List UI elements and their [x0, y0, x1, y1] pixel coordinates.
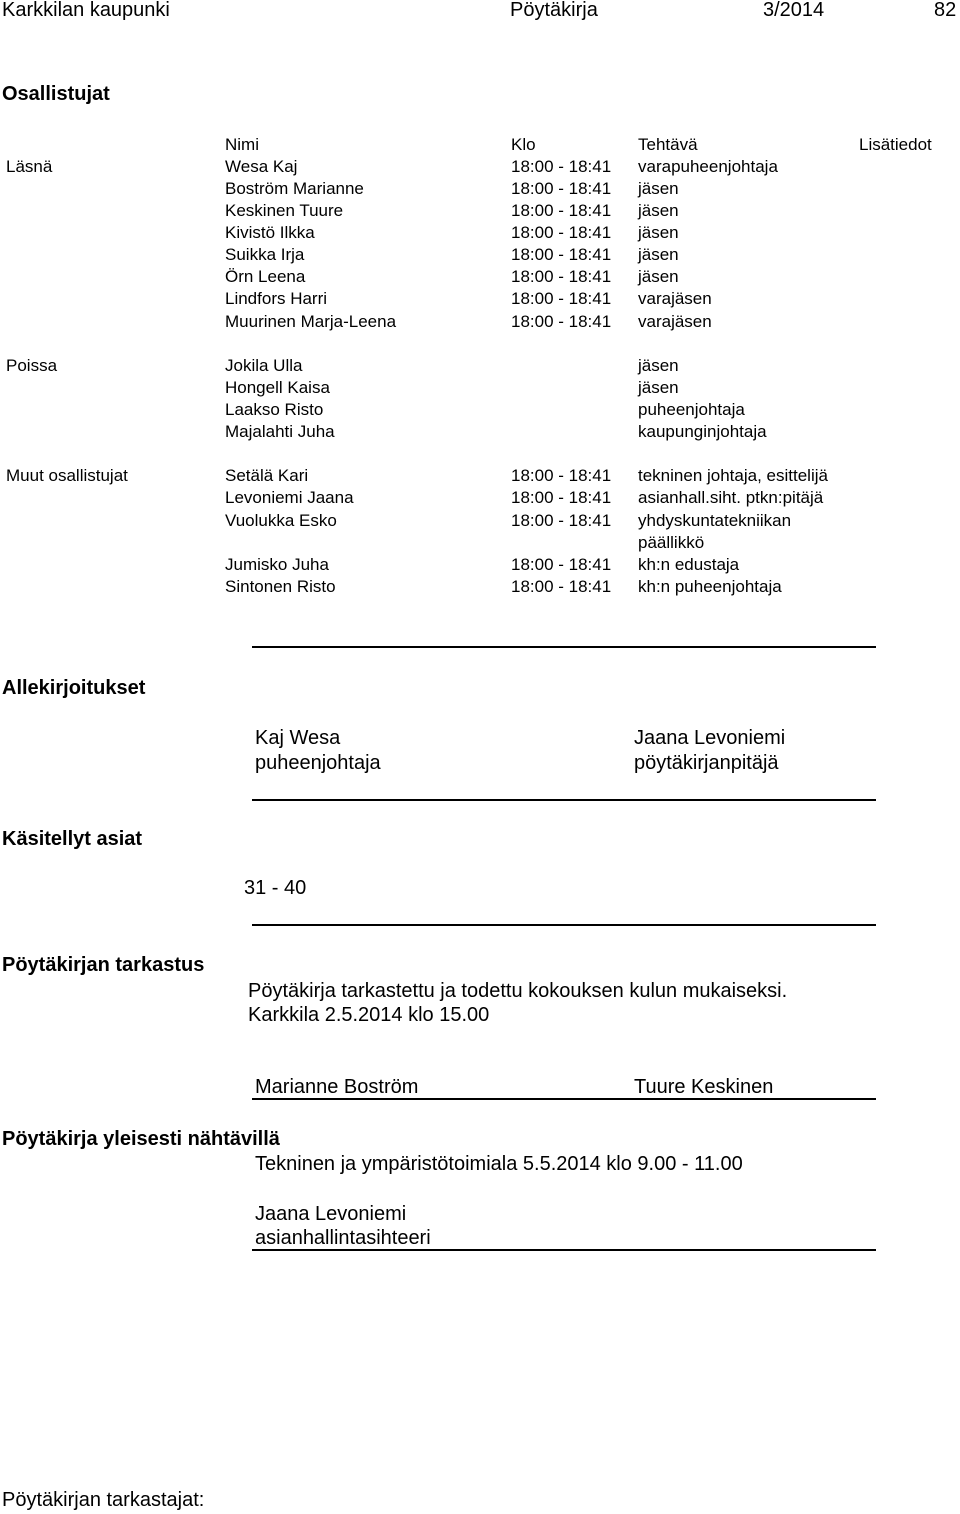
present-time: 18:00 - 18:41 — [511, 201, 612, 220]
absent-label: Poissa — [6, 356, 58, 375]
public-signer-role: asianhallintasihteeri — [255, 1227, 431, 1249]
public-text: Tekninen ja ympäristötoimiala 5.5.2014 klo 9.00 - 11.00 — [255, 1153, 743, 1175]
signatures-title: Allekirjoitukset — [2, 677, 146, 699]
others-role: kh:n edustaja — [638, 555, 740, 574]
others-role: tekninen johtaja, esittelijä — [638, 466, 828, 485]
chair-name: Kaj Wesa — [255, 727, 341, 749]
section-divider — [252, 1249, 876, 1251]
absent-role: jäsen — [638, 356, 679, 375]
others-role: yhdyskuntatekniikan — [638, 511, 792, 530]
others-name: Sintonen Risto — [225, 577, 336, 596]
others-time: 18:00 - 18:41 — [511, 488, 612, 507]
present-role: jäsen — [638, 245, 679, 264]
header-meeting-no: 3/2014 — [763, 0, 825, 21]
present-time: 18:00 - 18:41 — [511, 289, 612, 308]
others-role-continued: päällikkö — [638, 533, 705, 552]
public-signer-name: Jaana Levoniemi — [255, 1203, 407, 1225]
header-doc-type: Pöytäkirja — [510, 0, 598, 21]
others-time: 18:00 - 18:41 — [511, 577, 612, 596]
others-time: 18:00 - 18:41 — [511, 555, 612, 574]
participants-title: Osallistujat — [2, 83, 110, 105]
section-divider — [252, 799, 876, 801]
items-title: Käsitellyt asiat — [2, 828, 143, 850]
header-municipality: Karkkilan kaupunki — [2, 0, 170, 21]
others-role: asianhall.siht. ptkn:pitäjä — [638, 488, 824, 507]
public-title: Pöytäkirja yleisesti nähtävillä — [2, 1128, 280, 1150]
review-title: Pöytäkirjan tarkastus — [2, 954, 205, 976]
present-name: Keskinen Tuure — [225, 201, 344, 220]
present-time: 18:00 - 18:41 — [511, 245, 612, 264]
absent-name: Jokila Ulla — [225, 356, 303, 375]
column-header-role: Tehtävä — [638, 135, 698, 154]
present-time: 18:00 - 18:41 — [511, 267, 612, 286]
others-label: Muut osallistujat — [6, 466, 128, 485]
others-time: 18:00 - 18:41 — [511, 511, 612, 530]
present-role: jäsen — [638, 201, 679, 220]
column-header-extra: Lisätiedot — [859, 135, 932, 154]
present-role: jäsen — [638, 179, 679, 198]
reviewer-name: Tuure Keskinen — [634, 1076, 774, 1098]
column-header-name: Nimi — [225, 135, 259, 154]
present-time: 18:00 - 18:41 — [511, 157, 612, 176]
absent-role: puheenjohtaja — [638, 400, 745, 419]
present-name: Kivistö Ilkka — [225, 223, 315, 242]
reviewer-name: Marianne Boström — [255, 1076, 419, 1098]
others-time: 18:00 - 18:41 — [511, 466, 612, 485]
section-divider — [252, 646, 876, 648]
present-name: Muurinen Marja-Leena — [225, 312, 397, 331]
others-name: Setälä Kari — [225, 466, 309, 485]
present-label: Läsnä — [6, 157, 53, 176]
present-name: Örn Leena — [225, 267, 306, 286]
present-role: jäsen — [638, 223, 679, 242]
absent-role: jäsen — [638, 378, 679, 397]
present-role: varajäsen — [638, 312, 712, 331]
present-time: 18:00 - 18:41 — [511, 312, 612, 331]
review-text: Pöytäkirja tarkastettu ja todettu kokouksen kulun mukaiseksi. — [248, 980, 788, 1002]
others-name: Vuolukka Esko — [225, 511, 337, 530]
present-name: Boström Marianne — [225, 179, 364, 198]
absent-name: Majalahti Juha — [225, 422, 335, 441]
items-range: 31 - 40 — [244, 877, 307, 899]
others-name: Levoniemi Jaana — [225, 488, 354, 507]
others-name: Jumisko Juha — [225, 555, 329, 574]
secretary-role: pöytäkirjanpitäjä — [634, 752, 779, 774]
absent-name: Laakso Risto — [225, 400, 324, 419]
present-time: 18:00 - 18:41 — [511, 179, 612, 198]
section-divider — [252, 1098, 876, 1100]
present-role: varapuheenjohtaja — [638, 157, 778, 176]
present-role: varajäsen — [638, 289, 712, 308]
others-role: kh:n puheenjohtaja — [638, 577, 782, 596]
reviewers-label: Pöytäkirjan tarkastajat: — [2, 1489, 205, 1511]
section-divider — [252, 924, 876, 926]
present-name: Wesa Kaj — [225, 157, 298, 176]
chair-role: puheenjohtaja — [255, 752, 381, 774]
absent-name: Hongell Kaisa — [225, 378, 330, 397]
review-place-date: Karkkila 2.5.2014 klo 15.00 — [248, 1004, 490, 1026]
present-role: jäsen — [638, 267, 679, 286]
present-name: Lindfors Harri — [225, 289, 328, 308]
present-time: 18:00 - 18:41 — [511, 223, 612, 242]
header-page-no: 82 — [934, 0, 957, 21]
present-name: Suikka Irja — [225, 245, 305, 264]
column-header-time: Klo — [511, 135, 536, 154]
secretary-name: Jaana Levoniemi — [634, 727, 786, 749]
absent-role: kaupunginjohtaja — [638, 422, 767, 441]
